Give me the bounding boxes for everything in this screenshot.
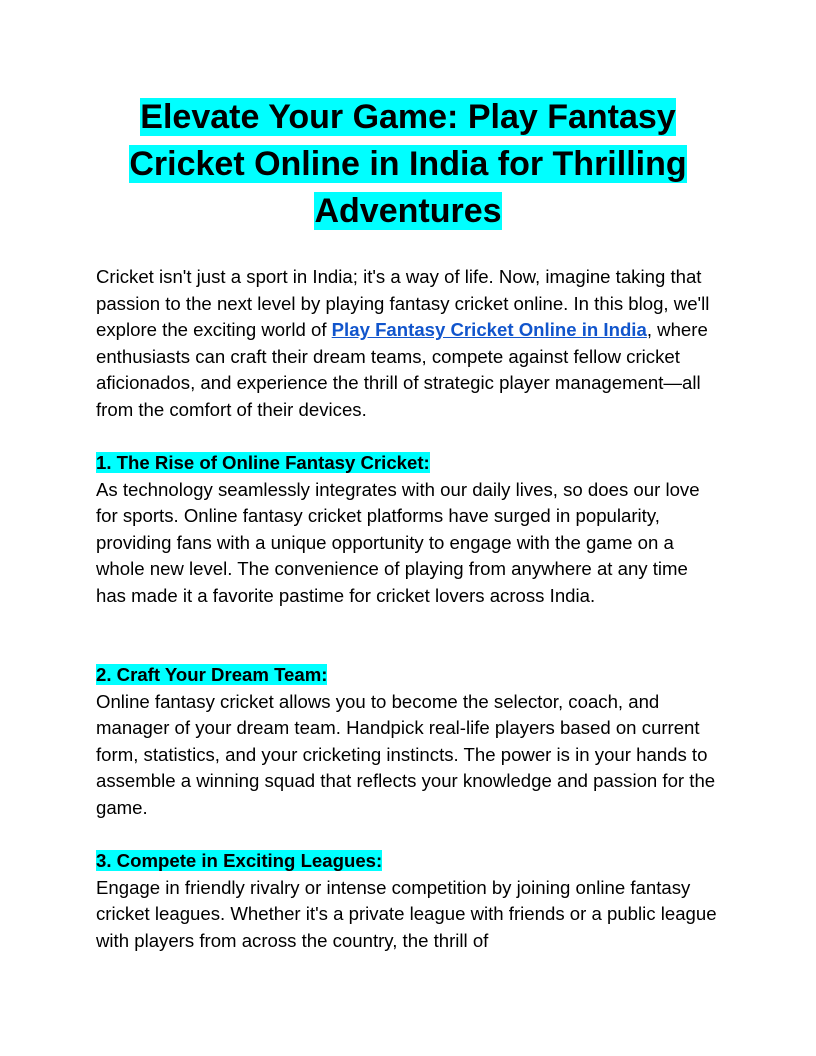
section-craft-dream-team — [96, 662, 722, 821]
intro-paragraph — [96, 264, 722, 423]
section-heading: 3. Compete in Exciting Leagues: — [96, 850, 383, 871]
section-body: Engage in friendly rivalry or intense competition by joining online fantasy cricket leagues. Whether it's a private league with friends or a public league with players from across the country, the thrill of — [96, 876, 717, 951]
section-heading: 1. The Rise of Online Fantasy Cricket: — [96, 452, 430, 473]
intro-text-after-link: , where enthusiasts can craft their dream teams, compete against fellow cricket aficionados, and experience the thrill of strategic player management—all from the comfort of their devices. — [96, 319, 708, 420]
fantasy-cricket-link[interactable]: Play Fantasy Cricket Online in India — [331, 319, 647, 340]
section-rise-of-fantasy-cricket — [96, 450, 722, 609]
section-body: As technology seamlessly integrates with our daily lives, so does our love for sports. Online fantasy cricket platforms have surged in popularity, providing fans with a unique opportunity to engage with the game on a whole new level. The convenience of playing from anywhere at any time has made it a favorite pastime for cricket lovers across India. — [96, 478, 700, 606]
section-compete-in-leagues — [96, 848, 722, 954]
section-heading: 2. Craft Your Dream Team: — [96, 664, 328, 685]
section-body: Online fantasy cricket allows you to become the selector, coach, and manager of your dream team. Handpick real-life players based on current form, statistics, and your cricketing instincts. The power is in your hands to assemble a winning squad that reflects your knowledge and passion for the game. — [96, 690, 716, 818]
page-title — [96, 94, 720, 235]
page-title-text: Elevate Your Game: Play Fantasy Cricket Online in India for Thrilling Adventures — [129, 98, 687, 230]
intro-text-before-link: Cricket isn't just a sport in India; it's a way of life. Now, imagine taking that passion to the next level by playing fantasy cricket online. In this blog, we'll explore the exciting world of — [96, 266, 710, 340]
